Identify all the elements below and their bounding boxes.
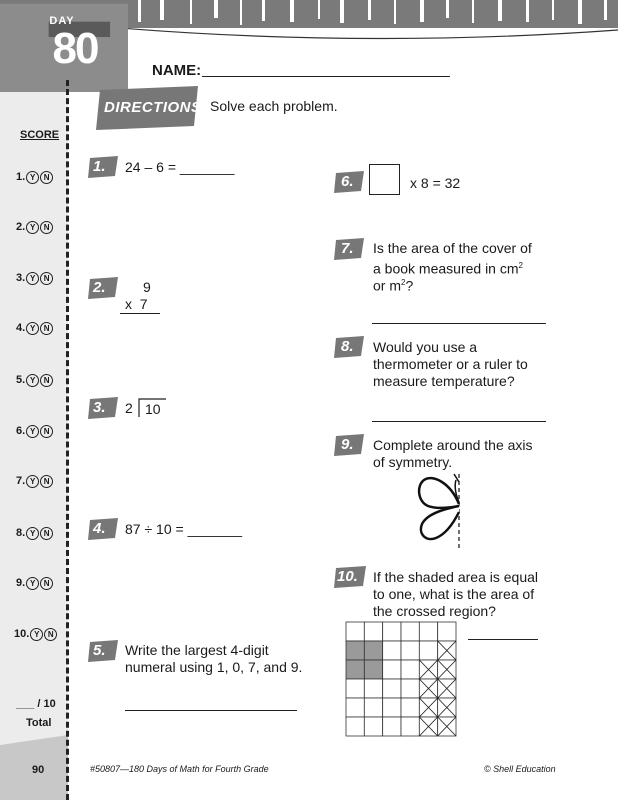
- no-circle[interactable]: N: [40, 272, 53, 285]
- score-item-3: [16, 272, 53, 285]
- score-item-8: [16, 527, 53, 540]
- directions-instruction: Solve each problem.: [210, 98, 338, 114]
- score-item-6: [16, 425, 53, 438]
- score-number: 10.: [14, 628, 30, 640]
- grid-cell: [383, 641, 401, 660]
- no-circle[interactable]: N: [40, 527, 53, 540]
- footer-copyright: © Shell Education: [484, 764, 556, 774]
- grid-cell: [346, 679, 364, 698]
- score-item-9: [16, 577, 53, 590]
- no-circle[interactable]: N: [40, 374, 53, 387]
- page-number: 90: [32, 764, 45, 776]
- problem-8-line3: measure temperature?: [373, 373, 515, 389]
- problem-7-number: 7.: [341, 240, 354, 257]
- problem-3-number: 3.: [93, 399, 106, 416]
- yes-circle[interactable]: Y: [26, 527, 39, 540]
- score-number: 6.: [16, 425, 26, 437]
- problem-2-top: 9: [143, 279, 151, 295]
- problem-6-answer-box[interactable]: [369, 164, 400, 195]
- grid-cell: [346, 698, 364, 717]
- problem-2-answer-line[interactable]: [120, 313, 160, 314]
- yes-circle[interactable]: Y: [26, 577, 39, 590]
- problem-9-number: 9.: [341, 436, 354, 453]
- name-field[interactable]: [202, 76, 450, 77]
- name-label: NAME:: [152, 62, 202, 79]
- yes-circle[interactable]: Y: [26, 425, 39, 438]
- day-label: DAY: [49, 15, 75, 27]
- grid-cell-shaded: [346, 641, 364, 660]
- problem-7-line3-sup: 2: [401, 278, 406, 287]
- score-item-4: [16, 322, 53, 335]
- yes-circle[interactable]: Y: [26, 475, 39, 488]
- grid-cell: [383, 679, 401, 698]
- yes-circle[interactable]: Y: [26, 374, 39, 387]
- grid-cell: [401, 641, 419, 660]
- problem-1-number: 1.: [93, 158, 106, 175]
- grid-cell: [346, 717, 364, 736]
- problem-7-line3-end: ?: [405, 277, 414, 294]
- grid-cell: [419, 641, 437, 660]
- grid-cell: [438, 622, 456, 641]
- problem-9-line1: Complete around the axis: [373, 437, 533, 453]
- score-item-2: [16, 221, 53, 234]
- problem-3-divisor: 2: [125, 400, 133, 416]
- no-circle[interactable]: N: [40, 425, 53, 438]
- score-number: 4.: [16, 322, 26, 334]
- grid-cell: [346, 622, 364, 641]
- grid-cell-shaded: [364, 641, 382, 660]
- problem-10-line2: to one, what is the area of: [373, 586, 535, 602]
- grid-cell: [383, 717, 401, 736]
- problem-2-number: 2.: [93, 279, 106, 296]
- grid-cell: [383, 660, 401, 679]
- score-column-background: [0, 0, 68, 800]
- score-item-7: [16, 475, 53, 488]
- yes-circle[interactable]: Y: [26, 272, 39, 285]
- score-number: 9.: [16, 577, 26, 589]
- score-item-10: [14, 628, 57, 641]
- problem-5-line2: numeral using 1, 0, 7, and 9.: [125, 659, 303, 675]
- problem-7-answer-line[interactable]: [372, 323, 546, 324]
- grid-cell-shaded: [346, 660, 364, 679]
- problem-6-text: x 8 = 32: [410, 175, 461, 191]
- grid-cell: [364, 622, 382, 641]
- score-number: 8.: [16, 527, 26, 539]
- problem-4-number: 4.: [93, 520, 106, 537]
- problem-9-line2: of symmetry.: [373, 454, 453, 470]
- score-number: 7.: [16, 475, 26, 487]
- half-butterfly-image: [414, 472, 470, 552]
- problem-5-answer-line[interactable]: [125, 710, 297, 711]
- total-score[interactable]: ___ / 10: [16, 698, 56, 710]
- grid-cell-shaded: [364, 660, 382, 679]
- problem-8-number: 8.: [341, 338, 354, 355]
- footer-reference: #50807—180 Days of Math for Fourth Grade: [90, 764, 269, 774]
- problem-6-number: 6.: [341, 173, 354, 190]
- grid-cell: [401, 679, 419, 698]
- score-number: 5.: [16, 374, 26, 386]
- problem-7-line1: Is the area of the cover of: [373, 240, 532, 256]
- area-grid: [345, 621, 457, 737]
- problem-8-line1: Would you use a: [373, 339, 478, 355]
- grid-cell: [401, 660, 419, 679]
- score-heading: SCORE: [20, 129, 60, 141]
- no-circle[interactable]: N: [44, 628, 57, 641]
- problem-10-number: 10.: [337, 568, 358, 585]
- score-number: 2.: [16, 221, 26, 233]
- grid-cell: [401, 698, 419, 717]
- grid-cell: [364, 698, 382, 717]
- yes-circle[interactable]: Y: [26, 322, 39, 335]
- problem-7-line2-sup: 2: [518, 261, 523, 270]
- grid-cell: [383, 622, 401, 641]
- grid-cell: [364, 679, 382, 698]
- score-item-1: [16, 171, 53, 184]
- problem-3-dividend: 10: [145, 401, 161, 417]
- problem-7-line3: [373, 274, 413, 295]
- yes-circle[interactable]: Y: [30, 628, 43, 641]
- yes-circle[interactable]: Y: [26, 171, 39, 184]
- problem-7-line2-text: a book measured in cm: [373, 260, 519, 277]
- problem-7-line3-text: or m: [373, 277, 401, 294]
- no-circle[interactable]: N: [40, 171, 53, 184]
- problem-10-answer-line[interactable]: [468, 639, 538, 640]
- yes-circle[interactable]: Y: [26, 221, 39, 234]
- problem-8-line2: thermometer or a ruler to: [373, 356, 528, 372]
- no-circle[interactable]: N: [40, 322, 53, 335]
- cut-line: [66, 80, 69, 800]
- directions-label: DIRECTIONS: [104, 99, 202, 116]
- score-number: 3.: [16, 272, 26, 284]
- grid-cell: [401, 717, 419, 736]
- problem-5-number: 5.: [93, 642, 106, 659]
- no-circle[interactable]: N: [40, 577, 53, 590]
- total-label: Total: [26, 717, 52, 729]
- grid-cell: [364, 717, 382, 736]
- day-number: 80: [52, 24, 98, 73]
- grid-cell: [401, 622, 419, 641]
- problem-10-line1: If the shaded area is equal: [373, 569, 539, 585]
- problem-1-text: 24 – 6 = _______: [125, 159, 235, 175]
- problem-4-text: 87 ÷ 10 = _______: [125, 521, 243, 537]
- problem-5-line1: Write the largest 4-digit: [125, 642, 269, 658]
- no-circle[interactable]: N: [40, 221, 53, 234]
- score-item-5: [16, 374, 53, 387]
- no-circle[interactable]: N: [40, 475, 53, 488]
- grid-cell: [419, 622, 437, 641]
- grid-cell: [383, 698, 401, 717]
- problem-10-line3: the crossed region?: [373, 603, 496, 619]
- problem-2-bottom: x 7: [125, 296, 148, 312]
- problem-8-answer-line[interactable]: [372, 421, 546, 422]
- score-number: 1.: [16, 171, 26, 183]
